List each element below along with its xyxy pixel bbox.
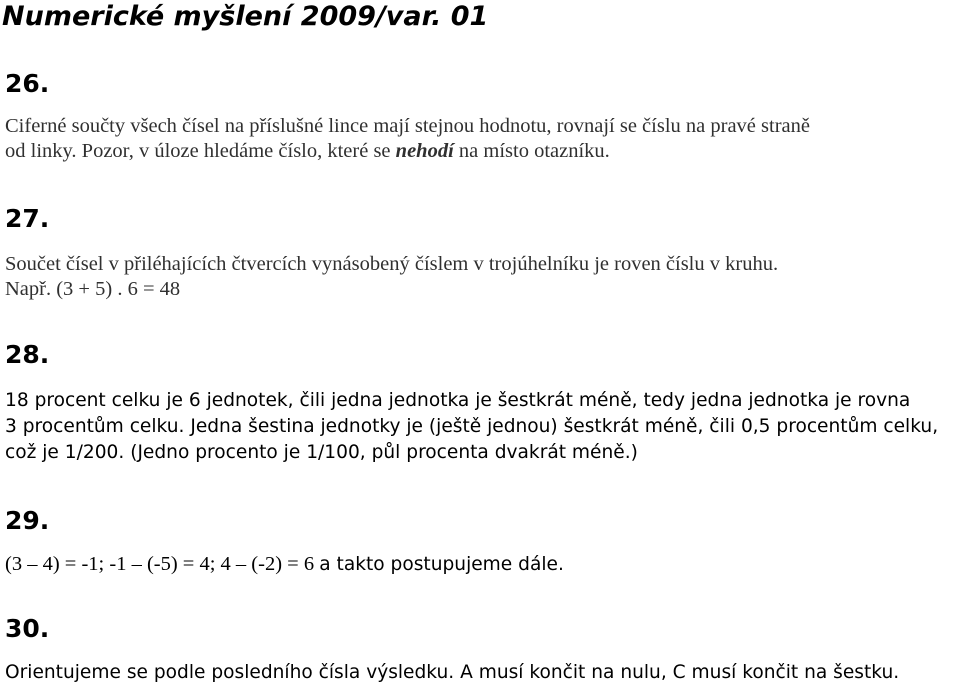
- section-29-continuation: a takto postupujeme dále.: [319, 554, 564, 575]
- section-30-text: [5, 660, 899, 686]
- section-number-29: 29.: [5, 506, 50, 535]
- section-28-line-3: což je 1/200. (Jedno procento je 1/100, půl procenta dvakrát méně.): [5, 442, 638, 463]
- section-26-line-2-after: na místo otazníku.: [453, 140, 610, 162]
- section-29-equation: (3 – 4) = -1; -1 – (-5) = 4; 4 – (-2) = 6: [5, 553, 320, 575]
- section-28-line-2: 3 procentům celku. Jedna šestina jednotky je (ještě jednou) šestkrát méně, čili 0,5 procentům celku,: [5, 416, 939, 437]
- section-number-27: 27.: [5, 204, 50, 233]
- section-26-line-2-before: od linky. Pozor, v úloze hledáme číslo, které se: [5, 140, 396, 162]
- section-27-text: [5, 252, 778, 302]
- section-number-28: 28.: [5, 340, 50, 369]
- section-29-text: [5, 552, 564, 577]
- section-26-line-2: [5, 139, 810, 164]
- section-27-line-2: Např. (3 + 5) . 6 = 48: [5, 278, 181, 300]
- section-27-line-1: Součet čísel v přiléhajících čtvercích vynásobený číslem v trojúhelníku je roven číslu v kruhu.: [5, 253, 779, 275]
- section-number-30: 30.: [5, 614, 50, 643]
- section-number-26: 26.: [5, 69, 50, 98]
- section-26-line-1: Ciferné součty všech čísel na příslušné lince mají stejnou hodnotu, rovnají se číslu na pravé straně: [5, 115, 810, 137]
- section-28-text: [5, 388, 938, 466]
- section-28-line-1: 18 procent celku je 6 jednotek, čili jedna jednotka je šestkrát méně, tedy jedna jednotka je rovna: [5, 390, 911, 411]
- section-26-text: [5, 114, 810, 164]
- page-title: Numerické myšlení 2009/var. 01: [2, 1, 489, 32]
- section-26-emphasis: nehodí: [395, 140, 454, 162]
- section-30-line-1: Orientujeme se podle posledního čísla výsledku. A musí končit na nulu, C musí končit na šestku.: [5, 662, 900, 683]
